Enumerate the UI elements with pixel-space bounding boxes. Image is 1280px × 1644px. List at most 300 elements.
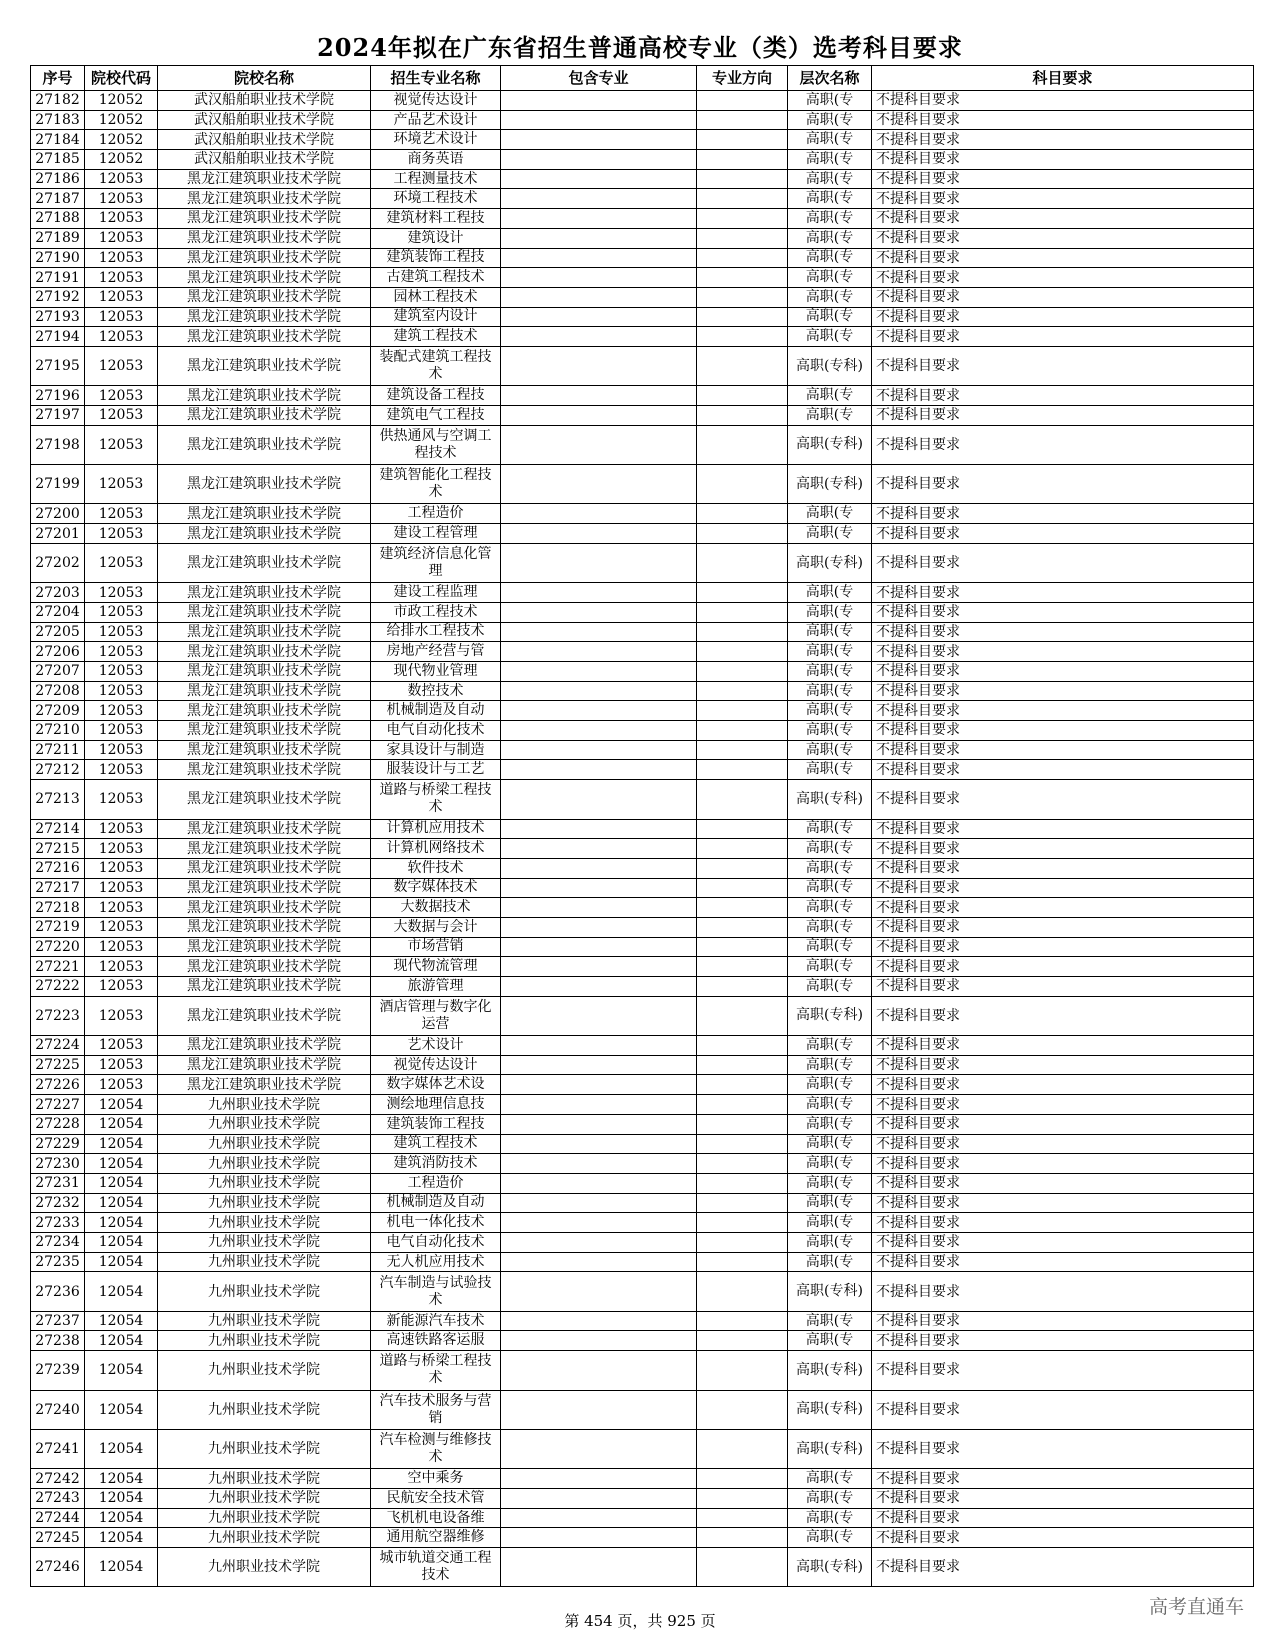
subject-requirement-cell: 不提科目要求 — [872, 1390, 1254, 1429]
header-school-code: 院校代码 — [85, 66, 158, 91]
major-name-cell: 民航安全技术管 — [371, 1488, 501, 1508]
table-row — [31, 248, 1254, 268]
subject-requirement-cell: 不提科目要求 — [872, 91, 1254, 111]
school-name-cell: 九州职业技术学院 — [158, 1193, 371, 1213]
table-row — [31, 721, 1254, 741]
subject-requirement-cell: 不提科目要求 — [872, 504, 1254, 524]
included-majors-cell — [501, 1095, 697, 1115]
table-row — [31, 1114, 1254, 1134]
table-row — [31, 1508, 1254, 1528]
seq-cell: 27190 — [31, 248, 85, 268]
subject-requirement-cell: 不提科目要求 — [872, 740, 1254, 760]
school-code-cell: 12053 — [85, 760, 158, 780]
major-direction-cell — [697, 1528, 788, 1548]
included-majors-cell — [501, 465, 697, 504]
table-row — [31, 1154, 1254, 1174]
included-majors-cell — [501, 878, 697, 898]
watermark-text: 高考直通车 — [1148, 1596, 1244, 1618]
level-cell: 高职(专 — [788, 1528, 872, 1548]
table-row — [31, 819, 1254, 839]
level-cell: 高职(专 — [788, 110, 872, 130]
major-direction-cell — [697, 327, 788, 347]
included-majors-cell — [501, 169, 697, 189]
seq-cell: 27183 — [31, 110, 85, 130]
seq-cell: 27230 — [31, 1154, 85, 1174]
table-row — [31, 760, 1254, 780]
seq-cell: 27233 — [31, 1213, 85, 1233]
header-major-name: 招生专业名称 — [371, 66, 501, 91]
subject-requirement-cell: 不提科目要求 — [872, 386, 1254, 406]
school-name-cell: 黑龙江建筑职业技术学院 — [158, 1055, 371, 1075]
major-name-cell: 园林工程技术 — [371, 287, 501, 307]
school-code-cell: 12054 — [85, 1331, 158, 1351]
major-direction-cell — [697, 839, 788, 859]
major-name-cell: 工程造价 — [371, 1173, 501, 1193]
table-row — [31, 386, 1254, 406]
subject-requirement-cell: 不提科目要求 — [872, 898, 1254, 918]
table-row — [31, 878, 1254, 898]
included-majors-cell — [501, 1252, 697, 1272]
included-majors-cell — [501, 1213, 697, 1233]
table-row — [31, 346, 1254, 385]
major-direction-cell — [697, 1351, 788, 1390]
school-name-cell: 武汉船舶职业技术学院 — [158, 150, 371, 170]
major-name-cell: 产品艺术设计 — [371, 110, 501, 130]
major-direction-cell — [697, 1114, 788, 1134]
major-direction-cell — [697, 1134, 788, 1154]
school-code-cell: 12053 — [85, 465, 158, 504]
school-name-cell: 黑龙江建筑职业技术学院 — [158, 209, 371, 229]
major-direction-cell — [697, 1173, 788, 1193]
included-majors-cell — [501, 287, 697, 307]
school-name-cell: 黑龙江建筑职业技术学院 — [158, 937, 371, 957]
subject-requirement-cell: 不提科目要求 — [872, 780, 1254, 819]
subject-requirement-cell: 不提科目要求 — [872, 346, 1254, 385]
seq-cell: 27201 — [31, 524, 85, 544]
major-direction-cell — [697, 425, 788, 464]
school-name-cell: 黑龙江建筑职业技术学院 — [158, 760, 371, 780]
major-direction-cell — [697, 622, 788, 642]
level-cell: 高职(专 — [788, 524, 872, 544]
major-direction-cell — [697, 977, 788, 997]
major-direction-cell — [697, 1095, 788, 1115]
page-title: 2024年拟在广东省招生普通高校专业（类）选考科目要求 — [317, 33, 963, 62]
subject-requirement-cell: 不提科目要求 — [872, 858, 1254, 878]
level-cell: 高职(专 — [788, 937, 872, 957]
major-direction-cell — [697, 130, 788, 150]
school-code-cell: 12053 — [85, 819, 158, 839]
school-name-cell: 九州职业技术学院 — [158, 1114, 371, 1134]
level-cell: 高职(专 — [788, 386, 872, 406]
subject-requirement-cell: 不提科目要求 — [872, 1055, 1254, 1075]
major-direction-cell — [697, 346, 788, 385]
major-direction-cell — [697, 740, 788, 760]
table-row — [31, 1075, 1254, 1095]
major-name-cell: 供热通风与空调工程技术 — [371, 425, 501, 464]
school-code-cell: 12053 — [85, 524, 158, 544]
level-cell: 高职(专 — [788, 701, 872, 721]
subject-requirement-cell: 不提科目要求 — [872, 209, 1254, 229]
school-code-cell: 12052 — [85, 91, 158, 111]
school-name-cell: 九州职业技术学院 — [158, 1232, 371, 1252]
table-row — [31, 977, 1254, 997]
school-code-cell: 12053 — [85, 642, 158, 662]
school-name-cell: 黑龙江建筑职业技术学院 — [158, 681, 371, 701]
major-name-cell: 计算机应用技术 — [371, 819, 501, 839]
school-code-cell: 12054 — [85, 1173, 158, 1193]
table-row — [31, 701, 1254, 721]
level-cell: 高职(专 — [788, 642, 872, 662]
level-cell: 高职(专 — [788, 248, 872, 268]
table-row — [31, 1469, 1254, 1489]
seq-cell: 27239 — [31, 1351, 85, 1390]
school-code-cell: 12053 — [85, 701, 158, 721]
school-code-cell: 12054 — [85, 1272, 158, 1311]
seq-cell: 27188 — [31, 209, 85, 229]
subject-requirement-cell: 不提科目要求 — [872, 839, 1254, 859]
school-code-cell: 12053 — [85, 917, 158, 937]
school-code-cell: 12053 — [85, 1036, 158, 1056]
level-cell: 高职(专 — [788, 1055, 872, 1075]
level-cell: 高职(专 — [788, 917, 872, 937]
subject-requirement-cell: 不提科目要求 — [872, 622, 1254, 642]
major-direction-cell — [697, 957, 788, 977]
major-name-cell: 环境工程技术 — [371, 189, 501, 209]
school-name-cell: 黑龙江建筑职业技术学院 — [158, 307, 371, 327]
school-name-cell: 黑龙江建筑职业技术学院 — [158, 721, 371, 741]
school-name-cell: 黑龙江建筑职业技术学院 — [158, 839, 371, 859]
table-row — [31, 1528, 1254, 1548]
seq-cell: 27234 — [31, 1232, 85, 1252]
seq-cell: 27187 — [31, 189, 85, 209]
school-name-cell: 九州职业技术学院 — [158, 1508, 371, 1528]
school-code-cell: 12053 — [85, 209, 158, 229]
major-direction-cell — [697, 524, 788, 544]
major-name-cell: 装配式建筑工程技术 — [371, 346, 501, 385]
level-cell: 高职(专 — [788, 878, 872, 898]
subject-requirement-cell: 不提科目要求 — [872, 1469, 1254, 1489]
subject-requirement-cell: 不提科目要求 — [872, 1075, 1254, 1095]
seq-cell: 27217 — [31, 878, 85, 898]
school-name-cell: 九州职业技术学院 — [158, 1331, 371, 1351]
major-name-cell: 大数据技术 — [371, 898, 501, 918]
subject-requirement-cell: 不提科目要求 — [872, 189, 1254, 209]
included-majors-cell — [501, 209, 697, 229]
seq-cell: 27204 — [31, 602, 85, 622]
school-name-cell: 黑龙江建筑职业技术学院 — [158, 602, 371, 622]
included-majors-cell — [501, 91, 697, 111]
seq-cell: 27214 — [31, 819, 85, 839]
included-majors-cell — [501, 327, 697, 347]
table-row — [31, 1252, 1254, 1272]
seq-cell: 27210 — [31, 721, 85, 741]
school-name-cell: 黑龙江建筑职业技术学院 — [158, 524, 371, 544]
school-name-cell: 黑龙江建筑职业技术学院 — [158, 268, 371, 288]
school-code-cell: 12054 — [85, 1351, 158, 1390]
subject-requirement-cell: 不提科目要求 — [872, 721, 1254, 741]
level-cell: 高职(专 — [788, 740, 872, 760]
seq-cell: 27229 — [31, 1134, 85, 1154]
school-code-cell: 12053 — [85, 996, 158, 1035]
subject-requirement-cell: 不提科目要求 — [872, 760, 1254, 780]
level-cell: 高职(专 — [788, 504, 872, 524]
subject-requirement-cell: 不提科目要求 — [872, 996, 1254, 1035]
school-code-cell: 12053 — [85, 898, 158, 918]
school-name-cell: 九州职业技术学院 — [158, 1272, 371, 1311]
major-name-cell: 现代物业管理 — [371, 662, 501, 682]
seq-cell: 27197 — [31, 406, 85, 426]
level-cell: 高职(专 — [788, 681, 872, 701]
header-seq: 序号 — [31, 66, 85, 91]
seq-cell: 27193 — [31, 307, 85, 327]
level-cell: 高职(专科) — [788, 1429, 872, 1468]
major-direction-cell — [697, 701, 788, 721]
major-direction-cell — [697, 583, 788, 603]
table-row — [31, 1232, 1254, 1252]
school-name-cell: 黑龙江建筑职业技术学院 — [158, 248, 371, 268]
major-name-cell: 新能源汽车技术 — [371, 1311, 501, 1331]
subject-requirement-cell: 不提科目要求 — [872, 1095, 1254, 1115]
included-majors-cell — [501, 898, 697, 918]
subject-requirement-cell: 不提科目要求 — [872, 268, 1254, 288]
major-direction-cell — [697, 1193, 788, 1213]
school-code-cell: 12054 — [85, 1548, 158, 1587]
included-majors-cell — [501, 150, 697, 170]
major-name-cell: 建筑电气工程技 — [371, 406, 501, 426]
major-name-cell: 建筑材料工程技 — [371, 209, 501, 229]
major-direction-cell — [697, 602, 788, 622]
level-cell: 高职(专 — [788, 819, 872, 839]
table-row — [31, 228, 1254, 248]
school-code-cell: 12054 — [85, 1488, 158, 1508]
school-code-cell: 12053 — [85, 858, 158, 878]
major-direction-cell — [697, 150, 788, 170]
seq-cell: 27203 — [31, 583, 85, 603]
level-cell: 高职(专 — [788, 839, 872, 859]
subject-requirement-cell: 不提科目要求 — [872, 819, 1254, 839]
school-name-cell: 黑龙江建筑职业技术学院 — [158, 622, 371, 642]
seq-cell: 27206 — [31, 642, 85, 662]
school-code-cell: 12053 — [85, 937, 158, 957]
major-name-cell: 测绘地理信息技 — [371, 1095, 501, 1115]
table-row — [31, 681, 1254, 701]
level-cell: 高职(专 — [788, 1469, 872, 1489]
level-cell: 高职(专 — [788, 268, 872, 288]
major-name-cell: 建筑消防技术 — [371, 1154, 501, 1174]
level-cell: 高职(专科) — [788, 996, 872, 1035]
major-direction-cell — [697, 1488, 788, 1508]
level-cell: 高职(专 — [788, 977, 872, 997]
level-cell: 高职(专 — [788, 721, 872, 741]
subject-requirement-cell: 不提科目要求 — [872, 1351, 1254, 1390]
included-majors-cell — [501, 819, 697, 839]
major-direction-cell — [697, 209, 788, 229]
included-majors-cell — [501, 406, 697, 426]
major-direction-cell — [697, 1272, 788, 1311]
seq-cell: 27244 — [31, 1508, 85, 1528]
school-code-cell: 12053 — [85, 878, 158, 898]
major-name-cell: 电气自动化技术 — [371, 1232, 501, 1252]
level-cell: 高职(专 — [788, 169, 872, 189]
level-cell: 高职(专 — [788, 1154, 872, 1174]
seq-cell: 27221 — [31, 957, 85, 977]
major-name-cell: 市政工程技术 — [371, 602, 501, 622]
major-direction-cell — [697, 91, 788, 111]
major-direction-cell — [697, 681, 788, 701]
major-direction-cell — [697, 917, 788, 937]
subject-requirement-cell: 不提科目要求 — [872, 327, 1254, 347]
school-name-cell: 黑龙江建筑职业技术学院 — [158, 740, 371, 760]
included-majors-cell — [501, 662, 697, 682]
seq-cell: 27191 — [31, 268, 85, 288]
level-cell: 高职(专 — [788, 1075, 872, 1095]
school-name-cell: 黑龙江建筑职业技术学院 — [158, 1075, 371, 1095]
seq-cell: 27212 — [31, 760, 85, 780]
table-row — [31, 425, 1254, 464]
major-direction-cell — [697, 1213, 788, 1233]
major-direction-cell — [697, 819, 788, 839]
major-name-cell: 无人机应用技术 — [371, 1252, 501, 1272]
school-name-cell: 黑龙江建筑职业技术学院 — [158, 878, 371, 898]
school-code-cell: 12053 — [85, 543, 158, 582]
subject-requirement-cell: 不提科目要求 — [872, 1154, 1254, 1174]
school-name-cell: 九州职业技术学院 — [158, 1154, 371, 1174]
seq-cell: 27192 — [31, 287, 85, 307]
table-row — [31, 839, 1254, 859]
included-majors-cell — [501, 937, 697, 957]
header-subject-requirement: 科目要求 — [872, 66, 1254, 91]
included-majors-cell — [501, 1331, 697, 1351]
table-row — [31, 1390, 1254, 1429]
included-majors-cell — [501, 839, 697, 859]
level-cell: 高职(专 — [788, 189, 872, 209]
level-cell: 高职(专 — [788, 1252, 872, 1272]
school-code-cell: 12053 — [85, 425, 158, 464]
school-code-cell: 12053 — [85, 406, 158, 426]
included-majors-cell — [501, 1390, 697, 1429]
table-row — [31, 602, 1254, 622]
subject-requirement-cell: 不提科目要求 — [872, 957, 1254, 977]
school-code-cell: 12054 — [85, 1429, 158, 1468]
school-code-cell: 12053 — [85, 169, 158, 189]
level-cell: 高职(专 — [788, 1173, 872, 1193]
school-name-cell: 九州职业技术学院 — [158, 1488, 371, 1508]
major-direction-cell — [697, 228, 788, 248]
major-direction-cell — [697, 248, 788, 268]
included-majors-cell — [501, 1528, 697, 1548]
school-name-cell: 黑龙江建筑职业技术学院 — [158, 406, 371, 426]
major-name-cell: 机械制造及自动 — [371, 1193, 501, 1213]
table-row — [31, 130, 1254, 150]
school-name-cell: 武汉船舶职业技术学院 — [158, 110, 371, 130]
major-direction-cell — [697, 287, 788, 307]
included-majors-cell — [501, 701, 697, 721]
major-direction-cell — [697, 1469, 788, 1489]
table-row — [31, 1351, 1254, 1390]
major-name-cell: 数控技术 — [371, 681, 501, 701]
included-majors-cell — [501, 1469, 697, 1489]
table-row — [31, 504, 1254, 524]
included-majors-cell — [501, 858, 697, 878]
level-cell: 高职(专 — [788, 622, 872, 642]
seq-cell: 27205 — [31, 622, 85, 642]
school-code-cell: 12053 — [85, 839, 158, 859]
major-name-cell: 环境艺术设计 — [371, 130, 501, 150]
seq-cell: 27220 — [31, 937, 85, 957]
school-code-cell: 12053 — [85, 583, 158, 603]
major-direction-cell — [697, 1429, 788, 1468]
school-name-cell: 黑龙江建筑职业技术学院 — [158, 346, 371, 385]
level-cell: 高职(专科) — [788, 346, 872, 385]
seq-cell: 27235 — [31, 1252, 85, 1272]
major-name-cell: 视觉传达设计 — [371, 91, 501, 111]
level-cell: 高职(专 — [788, 228, 872, 248]
seq-cell: 27202 — [31, 543, 85, 582]
included-majors-cell — [501, 1114, 697, 1134]
school-code-cell: 12054 — [85, 1114, 158, 1134]
school-name-cell: 黑龙江建筑职业技术学院 — [158, 425, 371, 464]
subject-requirement-cell: 不提科目要求 — [872, 1429, 1254, 1468]
included-majors-cell — [501, 504, 697, 524]
subject-requirement-cell: 不提科目要求 — [872, 583, 1254, 603]
table-row — [31, 327, 1254, 347]
major-direction-cell — [697, 878, 788, 898]
table-row — [31, 1548, 1254, 1587]
school-name-cell: 黑龙江建筑职业技术学院 — [158, 662, 371, 682]
included-majors-cell — [501, 1134, 697, 1154]
included-majors-cell — [501, 996, 697, 1035]
included-majors-cell — [501, 110, 697, 130]
school-code-cell: 12053 — [85, 386, 158, 406]
included-majors-cell — [501, 622, 697, 642]
school-code-cell: 12053 — [85, 287, 158, 307]
level-cell: 高职(专 — [788, 1114, 872, 1134]
table-row — [31, 583, 1254, 603]
school-name-cell: 黑龙江建筑职业技术学院 — [158, 169, 371, 189]
level-cell: 高职(专 — [788, 662, 872, 682]
table-row — [31, 524, 1254, 544]
subject-requirement-cell: 不提科目要求 — [872, 1331, 1254, 1351]
school-code-cell: 12053 — [85, 189, 158, 209]
major-name-cell: 汽车检测与维修技术 — [371, 1429, 501, 1468]
subject-requirement-cell: 不提科目要求 — [872, 681, 1254, 701]
school-name-cell: 黑龙江建筑职业技术学院 — [158, 819, 371, 839]
requirements-table — [30, 65, 1254, 1587]
included-majors-cell — [501, 681, 697, 701]
level-cell: 高职(专 — [788, 957, 872, 977]
major-name-cell: 现代物流管理 — [371, 957, 501, 977]
level-cell: 高职(专科) — [788, 1548, 872, 1587]
level-cell: 高职(专 — [788, 130, 872, 150]
major-direction-cell — [697, 1390, 788, 1429]
level-cell: 高职(专 — [788, 406, 872, 426]
major-name-cell: 旅游管理 — [371, 977, 501, 997]
seq-cell: 27222 — [31, 977, 85, 997]
level-cell: 高职(专科) — [788, 425, 872, 464]
level-cell: 高职(专 — [788, 1488, 872, 1508]
major-name-cell: 电气自动化技术 — [371, 721, 501, 741]
included-majors-cell — [501, 740, 697, 760]
included-majors-cell — [501, 386, 697, 406]
table-row — [31, 996, 1254, 1035]
major-name-cell: 房地产经营与管 — [371, 642, 501, 662]
subject-requirement-cell: 不提科目要求 — [872, 1114, 1254, 1134]
table-row — [31, 465, 1254, 504]
school-name-cell: 九州职业技术学院 — [158, 1252, 371, 1272]
school-name-cell: 黑龙江建筑职业技术学院 — [158, 465, 371, 504]
school-code-cell: 12054 — [85, 1508, 158, 1528]
school-code-cell: 12054 — [85, 1095, 158, 1115]
